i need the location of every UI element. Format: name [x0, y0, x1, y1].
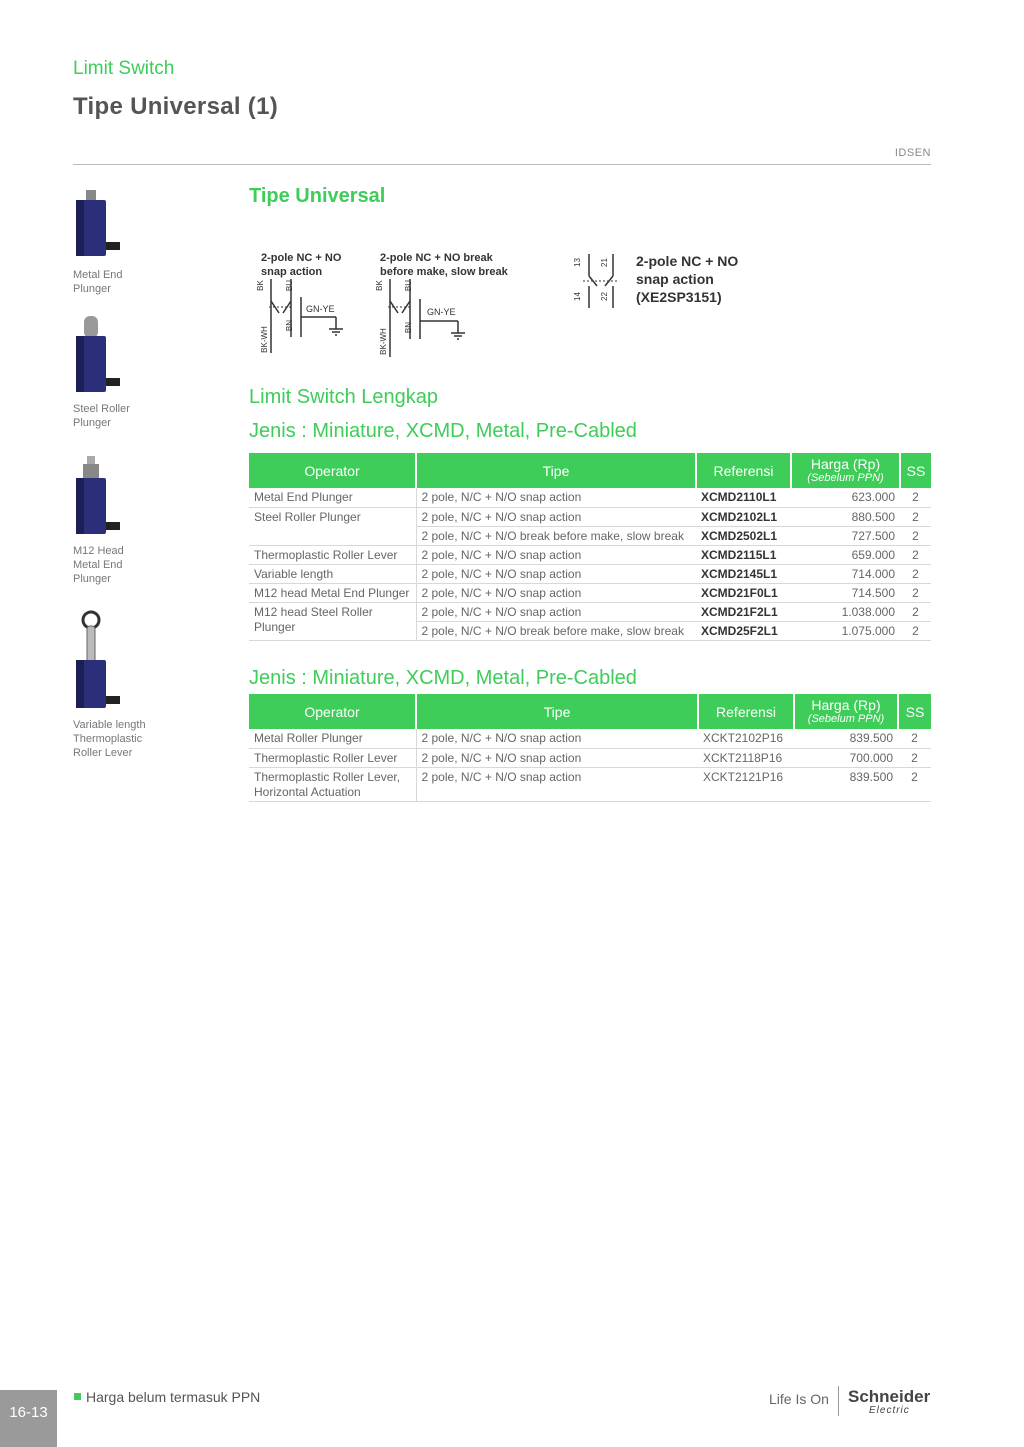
col-header-ss: SS: [900, 453, 931, 488]
wire-label: BK: [374, 280, 384, 291]
cell-ref: XCMD21F2L1: [696, 602, 791, 621]
table-row: [249, 602, 931, 621]
cell-ref: XCKT2121P16: [698, 767, 794, 801]
section-title: Tipe Universal: [249, 185, 386, 207]
cell-ss: 2: [898, 729, 931, 748]
table-row: [249, 564, 931, 583]
cell-tipe: 2 pole, N/C + N/O break before make, slow break: [416, 621, 696, 640]
cell-price: 714.500: [791, 583, 900, 602]
sidebar-item-variable-length-lever: [73, 610, 183, 760]
wiring-diagram-1: [255, 251, 342, 353]
cell-ref: XCKT2118P16: [698, 748, 794, 767]
table-row: [249, 767, 931, 801]
terminal-label: 21: [599, 258, 609, 267]
category-label: Limit Switch: [73, 58, 175, 79]
diagram-label: 2-pole NC + NO break before make, slow break: [380, 252, 508, 278]
cell-tipe: 2 pole, N/C + N/O snap action: [416, 729, 698, 748]
cell-price: 623.000: [791, 488, 900, 507]
col-header-harga: [794, 694, 898, 729]
page-number: 16-13: [0, 1390, 57, 1447]
cell-ss: 2: [900, 526, 931, 545]
table-row: [249, 507, 931, 526]
terminal-label: 22: [599, 292, 609, 301]
bullet-square-icon: [74, 1393, 81, 1400]
harga-sublabel: (Sebelum PPN): [807, 712, 885, 725]
wire-label: BK: [255, 280, 265, 291]
tagline: Life Is On: [769, 1391, 829, 1407]
table-header-row: [249, 453, 931, 488]
m12-head-plunger-image: [73, 454, 133, 540]
table-row: [249, 488, 931, 507]
wiring-diagram-2-symbol: [380, 277, 480, 361]
complete-switch-heading: Limit Switch Lengkap: [249, 386, 438, 408]
sidebar-caption: M12 Head Metal End Plunger: [73, 545, 124, 585]
cell-operator: M12 head Metal End Plunger: [249, 583, 416, 602]
cell-ref: XCMD2110L1: [696, 488, 791, 507]
wiring-diagram-1-symbol: [261, 277, 361, 357]
cell-ss: 2: [900, 583, 931, 602]
sidebar-caption: Steel Roller Plunger: [73, 403, 130, 429]
cell-tipe: 2 pole, N/C + N/O snap action: [416, 507, 696, 526]
sidebar-item-m12-head-plunger: [73, 454, 183, 586]
cell-operator: M12 head Steel Roller Plunger: [249, 602, 416, 640]
wire-label: BK-WH: [378, 328, 388, 355]
footer-note-text: Harga belum termasuk PPN: [86, 1389, 261, 1405]
cell-operator: Metal Roller Plunger: [249, 729, 416, 748]
harga-label: Harga (Rp): [810, 455, 881, 472]
wire-label: BN: [404, 321, 414, 334]
cell-ref: XCMD2115L1: [696, 545, 791, 564]
col-header-operator: Operator: [249, 453, 416, 488]
cell-ref: XCMD21F0L1: [696, 583, 791, 602]
col-header-referensi: Referensi: [696, 453, 791, 488]
wire-label: GN-YE: [306, 304, 335, 314]
cell-ss: 2: [900, 621, 931, 640]
cell-price: 1.038.000: [791, 602, 900, 621]
price-table-2: [249, 694, 931, 802]
cell-ss: 2: [900, 564, 931, 583]
wire-label: GN-YE: [427, 307, 456, 317]
cell-ss: 2: [898, 748, 931, 767]
diagram-label: 2-pole NC + NO snap action (XE2SP3151): [636, 253, 739, 305]
cell-ref: XCKT2102P16: [698, 729, 794, 748]
cell-price: 839.500: [794, 767, 898, 801]
col-header-operator: Operator: [249, 694, 416, 729]
cell-ss: 2: [900, 545, 931, 564]
cell-tipe: 2 pole, N/C + N/O snap action: [416, 748, 698, 767]
cell-price: 880.500: [791, 507, 900, 526]
cell-operator: Thermoplastic Roller Lever, Horizontal Actuation: [249, 767, 416, 801]
cell-tipe: 2 pole, N/C + N/O snap action: [416, 545, 696, 564]
table-row: [249, 526, 931, 545]
cell-tipe: 2 pole, N/C + N/O snap action: [416, 583, 696, 602]
terminal-label: 13: [572, 258, 582, 267]
cell-tipe: 2 pole, N/C + N/O snap action: [416, 488, 696, 507]
col-header-referensi: Referensi: [698, 694, 794, 729]
cell-price: 659.000: [791, 545, 900, 564]
table-row: [249, 748, 931, 767]
cell-ref: XCMD2145L1: [696, 564, 791, 583]
cell-operator: Thermoplastic Roller Lever: [249, 545, 416, 564]
cell-operator: Variable length: [249, 564, 416, 583]
table-row: [249, 545, 931, 564]
cell-tipe: 2 pole, N/C + N/O snap action: [416, 767, 698, 801]
variable-length-lever-image: [73, 610, 133, 714]
wire-label: BU: [404, 279, 414, 292]
steel-roller-plunger-image: [73, 314, 133, 398]
logo-divider: [838, 1386, 839, 1416]
price-table-1: [249, 453, 931, 641]
cell-tipe: 2 pole, N/C + N/O snap action: [416, 564, 696, 583]
cell-price: 839.500: [794, 729, 898, 748]
cell-price: 727.500: [791, 526, 900, 545]
wiring-diagram-2: [374, 251, 508, 355]
col-header-tipe: Tipe: [416, 694, 698, 729]
table-row: [249, 729, 931, 748]
wiring-diagram-3: [573, 252, 627, 315]
cell-price: 1.075.000: [791, 621, 900, 640]
section-code: IDSEN: [894, 147, 931, 159]
sidebar-caption: Variable length Thermoplastic Roller Lever: [73, 719, 146, 759]
harga-label: Harga (Rp): [811, 696, 881, 713]
brand-logo: Schneider: [848, 1387, 931, 1406]
cell-ss: 2: [900, 602, 931, 621]
cell-ss: 2: [898, 767, 931, 801]
brand-logo-sub: Electric: [869, 1405, 910, 1416]
cell-price: 714.000: [791, 564, 900, 583]
table-row: [249, 583, 931, 602]
wire-label: BU: [285, 279, 295, 292]
sidebar-item-steel-roller-plunger: [73, 314, 183, 430]
cell-operator: Steel Roller Plunger: [249, 507, 416, 526]
metal-end-plunger-image: [73, 188, 133, 264]
cell-ss: 2: [900, 488, 931, 507]
terminal-label: 14: [572, 292, 582, 301]
sidebar-item-metal-end-plunger: [73, 188, 183, 296]
cell-price: 700.000: [794, 748, 898, 767]
cell-ref: XCMD25F2L1: [696, 621, 791, 640]
cell-operator: Thermoplastic Roller Lever: [249, 748, 416, 767]
cell-ref: XCMD2102L1: [696, 507, 791, 526]
wire-label: BN: [285, 319, 295, 332]
table-header-row: [249, 694, 931, 729]
page-title: Tipe Universal (1): [73, 93, 279, 120]
footer-note: [74, 1389, 260, 1405]
table2-title: Jenis : Miniature, XCMD, Metal, Pre-Cabled: [249, 667, 637, 689]
table1-title: Jenis : Miniature, XCMD, Metal, Pre-Cabled: [249, 420, 637, 442]
cell-tipe: 2 pole, N/C + N/O break before make, slow break: [416, 526, 696, 545]
cell-ss: 2: [900, 507, 931, 526]
col-header-ss: SS: [898, 694, 931, 729]
wire-label: BK-WH: [259, 326, 269, 353]
cell-operator: Metal End Plunger: [249, 488, 416, 507]
cell-ref: XCMD2502L1: [696, 526, 791, 545]
header-divider: [73, 164, 931, 165]
cell-tipe: 2 pole, N/C + N/O snap action: [416, 602, 696, 621]
cell-operator: [249, 526, 416, 545]
col-header-harga: [791, 453, 900, 488]
harga-sublabel: (Sebelum PPN): [807, 471, 884, 484]
diagram-label: 2-pole NC + NO snap action: [261, 252, 342, 278]
sidebar-caption: Metal End Plunger: [73, 269, 123, 295]
col-header-tipe: Tipe: [416, 453, 696, 488]
